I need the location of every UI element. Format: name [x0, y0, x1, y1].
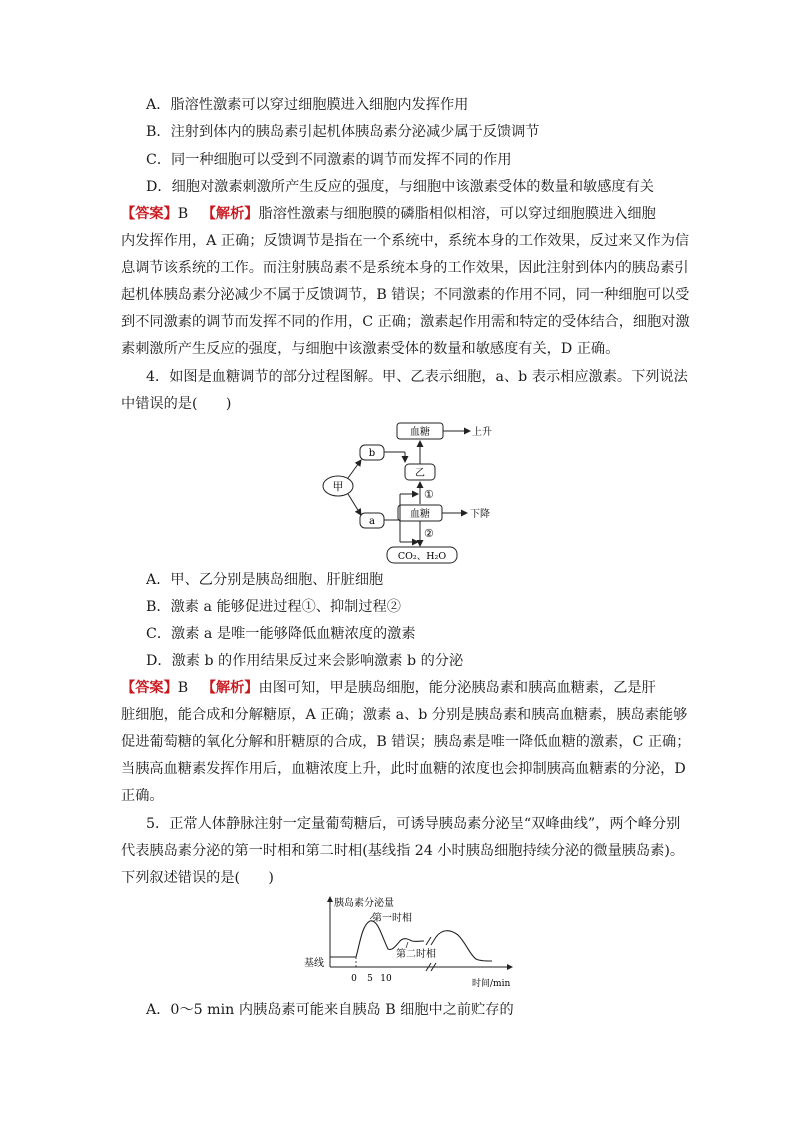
process-2-label: ② [424, 527, 434, 540]
q4-option-a: A．甲、乙分别是胰岛细胞、肝脏细胞 [146, 572, 384, 588]
cell-jia-label: 甲 [332, 480, 344, 493]
q5-stem: 下列叙述错误的是( ) [121, 870, 274, 886]
answer-tag: 【答案】 [121, 206, 178, 222]
analysis-text: 脂溶性激素与细胞膜的磷脂相似相溶，可以穿过细胞膜进入细胞 [258, 206, 656, 222]
rise-label: 上升 [472, 427, 492, 438]
fall-label: 下降 [470, 509, 490, 520]
axis-break-mark [426, 937, 431, 945]
q3-option-d: D．细胞对激素刺激所产生反应的强度，与细胞中该激素受体的数量和敏感度有关 [146, 179, 654, 195]
cell-yi-label: 乙 [415, 468, 425, 479]
q4-analysis-line: 脏细胞，能合成和分解糖原，A 正确；激素 a、b 分别是胰岛素和胰高血糖素，胰岛素能够 [121, 707, 688, 723]
answer-value: B [177, 206, 189, 222]
q4-option-b: B．激素 a 能够促进过程①、抑制过程② [146, 599, 401, 615]
q3-analysis-line: 起机体胰岛素分泌减少不属于反馈调节，B 错误；不同激素的作用不同，同一种细胞可以受 [121, 287, 690, 303]
blood-sugar-top-label: 血糖 [410, 427, 430, 438]
analysis-tag: 【解析】 [201, 206, 259, 222]
q4-analysis-line: 正确。 [121, 788, 164, 804]
q3-option-b: B．注射到体内的胰岛素引起机体胰岛素分泌减少属于反馈调节 [146, 124, 540, 140]
baseline-label: 基线 [304, 958, 324, 969]
q4-option-c: C．激素 a 是唯一能够降低血糖浓度的激素 [146, 626, 416, 642]
process-1-label: ① [424, 488, 434, 501]
q3-analysis-line: 息调节该系统的工作。而注射胰岛素不是系统本身的工作效果，因此注射到体内的胰岛素引 [121, 260, 689, 276]
q3-analysis-line: 内发挥作用，A 正确；反馈调节是指在一个系统中，系统本身的工作效果，反过来又作为信 [121, 233, 690, 249]
analysis-text: 由图可知，甲是胰岛细胞，能分泌胰岛素和胰高血糖素，乙是肝 [258, 680, 656, 696]
q4-stem: 4．如图是血糖调节的部分过程图解。甲、乙表示细胞，a、b 表示相应激素。下列说法 [146, 369, 688, 385]
q4-option-d: D．激素 b 的作用结果反过来会影响激素 b 的分泌 [146, 653, 464, 669]
x-tick-label: 10 [380, 974, 392, 984]
x-tick-label: 5 [367, 974, 373, 984]
blood-sugar-regulation-diagram [310, 418, 530, 566]
q5-stem: 代表胰岛素分泌的第一时相和第二时相(基线指 24 小时胰岛细胞持续分泌的微量胰岛素)。 [121, 843, 685, 859]
q5-option-a: A．0～5 min 内胰岛素可能来自胰岛 B 细胞中之前贮存的 [146, 1002, 514, 1018]
graph-xlabel: 时间/min [472, 979, 511, 989]
first-phase-label: 第一时相 [372, 913, 412, 924]
q4-analysis-line: 促进葡萄糖的氧化分解和肝糖原的合成，B 错误；胰岛素是唯一降低血糖的激素，C 正确； [121, 734, 691, 750]
hormone-b-label: b [368, 448, 376, 459]
q3-analysis-line: 到不同激素的调节而发挥不同的作用，C 正确；激素起作用需和特定的受体结合，细胞对激 [121, 314, 690, 330]
q3-analysis-line: 素刺激所产生反应的强度，与细胞中该激素受体的数量和敏感度有关，D 正确。 [121, 341, 620, 357]
q4-analysis-line: 当胰高血糖素发挥作用后，血糖浓度上升，此时血糖的浓度也会抑制胰高血糖素的分泌，D [121, 761, 686, 777]
analysis-tag: 【解析】 [201, 680, 259, 696]
q5-stem: 5．正常人体静脉注射一定量葡萄糖后，可诱导胰岛素分泌呈“双峰曲线”，两个峰分别 [146, 816, 681, 832]
answer-tag: 【答案】 [121, 680, 178, 696]
second-phase-label: 第二时相 [396, 949, 436, 960]
blood-sugar-mid-label: 血糖 [410, 509, 430, 520]
q3-option-c: C．同一种细胞可以受到不同激素的调节而发挥不同的作用 [146, 152, 512, 168]
insulin-secretion-graph [300, 893, 520, 993]
graph-ylabel: 胰岛素分泌量 [334, 898, 394, 909]
q4-answer-line [121, 678, 656, 698]
hormone-a-label: a [369, 516, 375, 527]
products-label: CO₂、H₂O [397, 551, 447, 562]
x-tick-label: 0 [351, 974, 357, 984]
axis-break-mark [431, 937, 436, 945]
q3-answer-line [121, 204, 656, 224]
q4-stem: 中错误的是( ) [121, 396, 232, 412]
answer-value: B [177, 680, 189, 696]
q3-option-a: A．脂溶性激素可以穿过细胞膜进入细胞内发挥作用 [146, 97, 469, 113]
